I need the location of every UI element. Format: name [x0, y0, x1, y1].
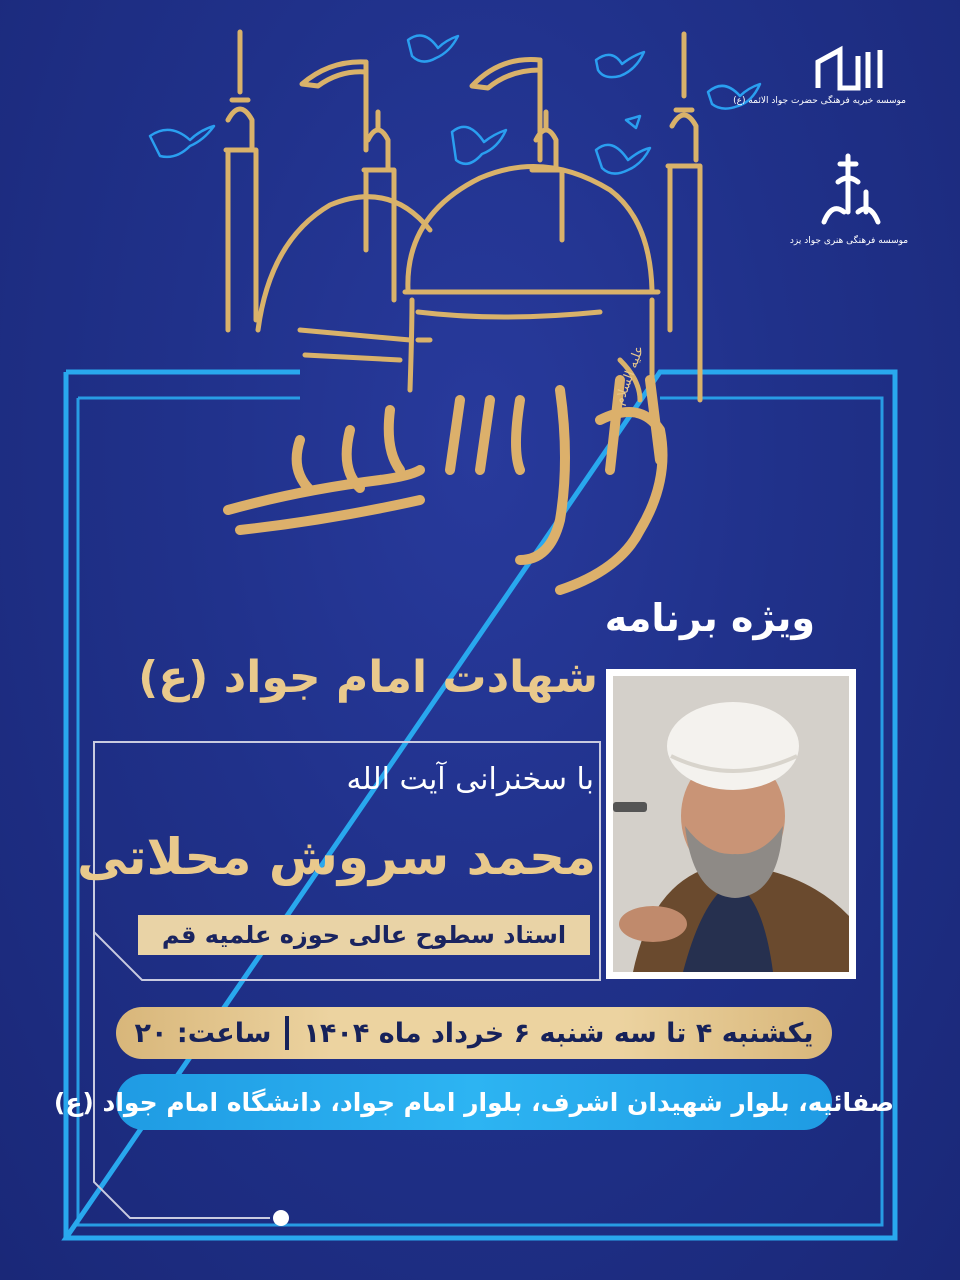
institute-logo: [812, 42, 892, 92]
javad-logo: [818, 152, 884, 228]
javad-calligraphy-logo-icon: [818, 152, 884, 228]
building-logo-icon: [812, 42, 892, 92]
speaker-name: محمد سروش محلاتی: [77, 828, 596, 886]
speaker-portrait-icon: [613, 676, 849, 972]
mosque-line-art: [226, 32, 700, 400]
program-subtitle: شهادت امام جواد (ع): [138, 652, 598, 703]
schedule-pill: [116, 1007, 832, 1059]
institute-logo-caption: موسسه خیریه فرهنگی حضرت جواد الائمه (ع): [733, 96, 906, 106]
location-address: صفائیه، بلوار شهیدان اشرف، بلوار امام جواد، دانشگاه امام جواد (ع): [53, 1087, 895, 1117]
speaker-role-text: استاد سطوح عالی حوزه علمیه قم: [161, 921, 567, 949]
javad-logo-caption: موسسه فرهنگی هنری جواد یزد: [789, 236, 909, 246]
calligraphy-honorific: علیه السلام: [612, 343, 648, 408]
location-pill: [53, 1074, 895, 1130]
schedule-time: ساعت: ۲۰: [134, 1017, 272, 1049]
schedule-separator: [285, 1016, 289, 1050]
speaker-role: [138, 915, 590, 955]
program-title: ویژه برنامه: [604, 596, 815, 640]
schedule-days: یکشنبه ۴ تا سه شنبه ۶ خرداد ماه ۱۴۰۴: [303, 1017, 814, 1049]
speaker-photo: [613, 676, 849, 972]
speaker-prefix: با سخنرانی آیت الله: [346, 762, 594, 797]
calligraphy-art: [228, 380, 663, 590]
speaker-frame-lines: [94, 742, 600, 1226]
